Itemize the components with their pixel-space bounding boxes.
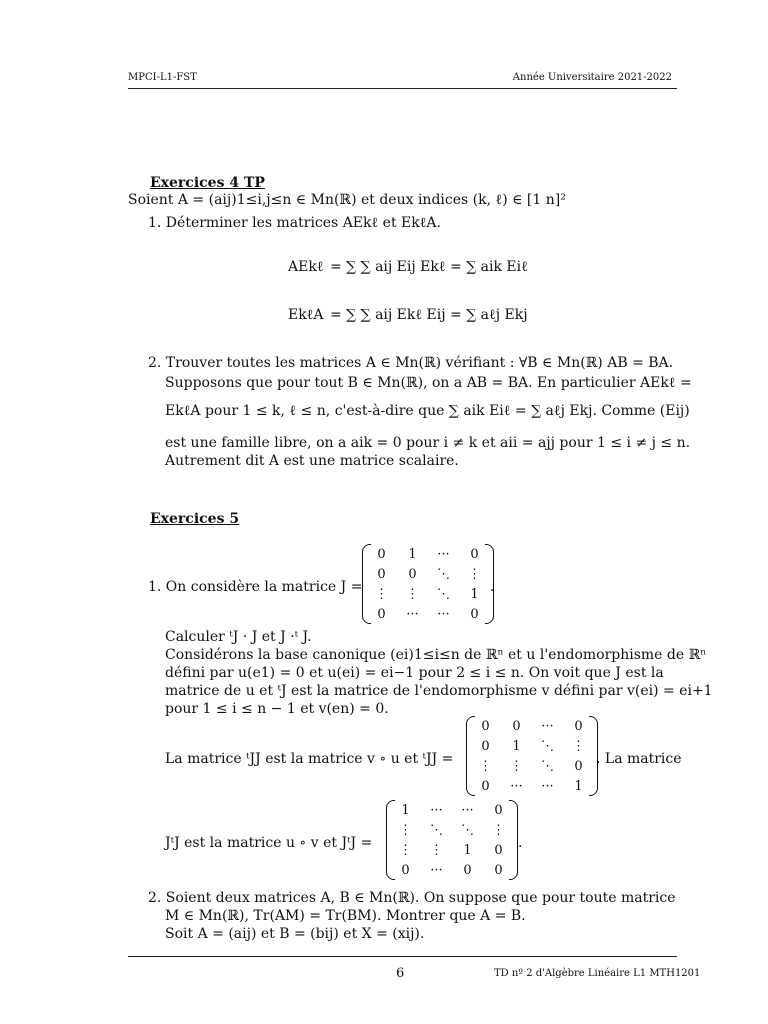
matrix-JtJ-cell: ⋮ <box>399 822 412 838</box>
matrix-J-cell: 1 <box>408 546 417 562</box>
footer-course: TD nº 2 d'Algèbre Linéaire L1 MTH1201 <box>494 968 701 979</box>
matrix-JtJ-cell: ··· <box>461 802 474 818</box>
matrix-JtJ <box>390 800 514 880</box>
matrix-JtJ-cell: ⋮ <box>492 822 505 838</box>
matrix-J-cell: 0 <box>377 546 386 562</box>
matrix-JtJ-cell: ⋮ <box>430 842 443 858</box>
ex5-line6b: . La matrice <box>596 751 682 767</box>
matrix-JtJ-cell: 0 <box>494 842 503 858</box>
matrix-tJJ-cell: 1 <box>574 778 583 794</box>
matrix-tJJ-cell: ⋮ <box>510 758 523 774</box>
ex5-line7a: JᵗJ est la matrice u ∘ v et JᵗJ = <box>165 835 373 851</box>
ex5-line3: défini par u(e1) = 0 et u(ei) = ei−1 pour 2 ≤ i ≤ n. On voit que J est la <box>165 665 664 681</box>
header-left: MPCI-L1-FST <box>128 72 197 83</box>
matrix-tJJ-cell: 0 <box>574 758 583 774</box>
header-right: Année Universitaire 2021-2022 <box>512 72 672 83</box>
matrix-J-cell: 1 <box>470 586 479 602</box>
matrix-tJJ-cell: ⋱ <box>541 758 554 774</box>
matrix-J-cell: 0 <box>408 566 417 582</box>
footer-rule <box>128 956 677 957</box>
matrix-J-cell: ⋮ <box>468 566 481 582</box>
matrix-J-cell: ··· <box>437 546 450 562</box>
ex4-q1: 1. Déterminer les matrices AEkℓ et EkℓA. <box>148 215 441 231</box>
matrix-tJJ-cell: 0 <box>481 778 490 794</box>
matrix-J-cell: 0 <box>470 546 479 562</box>
ex5-line4: matrice de u et ᵗJ est la matrice de l'endomorphisme v défini par v(ei) = ei+1 <box>165 683 713 699</box>
matrix-JtJ-cell: 1 <box>463 842 472 858</box>
matrix-JtJ-cell: 0 <box>494 802 503 818</box>
ex5-q1: 1. On considère la matrice J = <box>148 579 363 595</box>
ex5-q2-line2: M ∈ Mn(ℝ), Tr(AM) = Tr(BM). Montrer que A = B. <box>165 908 526 924</box>
matrix-J-cell: 0 <box>470 606 479 622</box>
ex5-q2-line3: Soit A = (aij) et B = (bij) et X = (xij). <box>165 926 425 942</box>
matrix-J-cell: ⋱ <box>437 566 450 582</box>
matrix-tJJ-cell: 0 <box>512 718 521 734</box>
eq2-lhs: EkℓA <box>288 307 324 323</box>
matrix-tJJ-cell: 0 <box>574 718 583 734</box>
ex5-line7b: . <box>518 835 523 851</box>
matrix-JtJ-cell: 0 <box>494 862 503 878</box>
ex5-title: Exercices 5 <box>150 511 240 527</box>
matrix-J-cell: 0 <box>377 606 386 622</box>
ex4-q2-line5: Autrement dit A est une matrice scalaire. <box>165 453 459 469</box>
eq1-rhs: = ∑ ∑ aij Eij Ekℓ = ∑ aik Eiℓ <box>330 259 528 275</box>
matrix-tJJ-cell: ⋱ <box>541 738 554 754</box>
matrix-J-cell: ⋱ <box>437 586 450 602</box>
ex5-q2-line1: 2. Soient deux matrices A, B ∈ Mn(ℝ). On suppose que pour toute matrice <box>148 890 676 906</box>
matrix-tJJ-cell: 0 <box>481 738 490 754</box>
matrix-JtJ-cell: 0 <box>401 862 410 878</box>
ex4-q2-line4: est une famille libre, on a aik = 0 pour i ≠ k et aii = ajj pour 1 ≤ i ≠ j ≤ n. <box>165 435 691 451</box>
matrix-J-cell: ··· <box>406 606 419 622</box>
ex5-line6a: La matrice ᵗJJ est la matrice v ∘ u et ᵗJJ = <box>165 751 454 767</box>
matrix-JtJ-cell: ⋱ <box>461 822 474 838</box>
eq2-rhs: = ∑ ∑ aij Ekℓ Eij = ∑ aℓj Ekj <box>330 307 528 323</box>
matrix-tJJ <box>470 716 594 796</box>
matrix-JtJ-cell: 1 <box>401 802 410 818</box>
ex5-line2: Considérons la base canonique (ei)1≤i≤n de ℝⁿ et u l'endomorphisme de ℝⁿ <box>165 647 707 663</box>
matrix-J-cell: 0 <box>377 566 386 582</box>
page-number: 6 <box>396 966 405 981</box>
matrix-tJJ-cell: ··· <box>541 778 554 794</box>
ex5-line5: pour 1 ≤ i ≤ n − 1 et v(en) = 0. <box>165 701 389 717</box>
matrix-JtJ-cell: ⋱ <box>430 822 443 838</box>
matrix-JtJ-cell: ··· <box>430 802 443 818</box>
ex4-intro: Soient A = (aij)1≤i,j≤n ∈ Mn(ℝ) et deux indices (k, ℓ) ∈ [1 n]² <box>128 192 566 208</box>
matrix-JtJ-cell: ⋮ <box>399 842 412 858</box>
ex4-q2-line1: 2. Trouver toutes les matrices A ∈ Mn(ℝ) vérifiant : ∀B ∈ Mn(ℝ) AB = BA. <box>148 355 674 371</box>
header-rule <box>128 88 677 89</box>
matrix-tJJ-cell: ··· <box>510 778 523 794</box>
ex4-q2-line2: Supposons que pour tout B ∈ Mn(ℝ), on a AB = BA. En particulier AEkℓ = <box>165 375 692 391</box>
eq1-lhs: AEkℓ <box>288 259 324 275</box>
matrix-J-cell: ⋮ <box>375 586 388 602</box>
matrix-J-cell: ⋮ <box>406 586 419 602</box>
ex4-q2-line3: EkℓA pour 1 ≤ k, ℓ ≤ n, c'est-à-dire que ∑ aik Eiℓ = ∑ aℓj Ekj. Comme (Eij) <box>165 403 690 419</box>
matrix-tJJ-cell: 0 <box>481 718 490 734</box>
matrix-tJJ-cell: 1 <box>512 738 521 754</box>
ex4-title: Exercices 4 TP <box>150 175 265 191</box>
ex5-line1: Calculer ᵗJ · J et J ·ᵗ J. <box>165 629 312 645</box>
matrix-J-cell: ··· <box>437 606 450 622</box>
matrix-JtJ-cell: 0 <box>463 862 472 878</box>
matrix-tJJ-cell: ··· <box>541 718 554 734</box>
matrix-J <box>366 544 490 624</box>
matrix-JtJ-cell: ··· <box>430 862 443 878</box>
matrix-tJJ-cell: ⋮ <box>479 758 492 774</box>
matrix-tJJ-cell: ⋮ <box>572 738 585 754</box>
